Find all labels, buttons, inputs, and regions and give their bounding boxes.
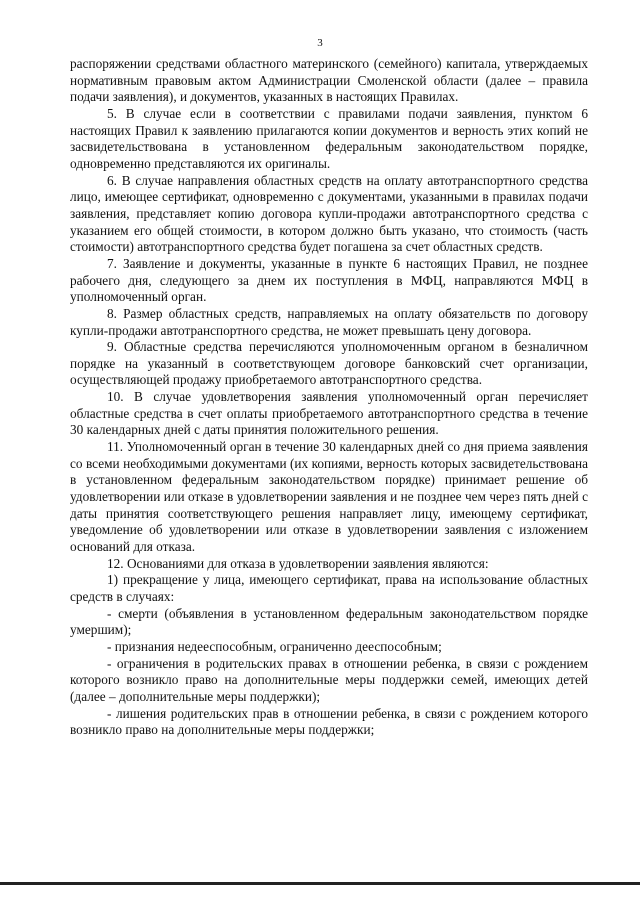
paragraph-item-7: 7. Заявление и документы, указанные в пункте 6 настоящих Правил, не позднее рабочего дня, следующего за днем их поступления в МФЦ, направляются МФЦ в уполномоченный орган.	[70, 255, 588, 305]
list-item-incapacity: - признания недееспособным, ограниченно дееспособным;	[107, 638, 442, 654]
paragraph-item-5: 5. В случае если в соответствии с правилами подачи заявления, пунктом 6 настоящих Правил к заявлению прилагаются копии документов и верность этих копий не засвидетельствована в установленном федеральным законодательством порядке, одновременно представляются их оригиналы.	[70, 105, 588, 171]
paragraph-item-9: 9. Областные средства перечисляются уполномоченным органом в безналичном порядке на указанный в соответствующем договоре банковский счет организации, осуществляющей продажу приобретаемого автотранспортного средства.	[70, 339, 588, 388]
list-item-death: - смерти (объявления в установленном федеральным законодательством порядке умершим);	[70, 605, 588, 638]
list-item-rights-deprivation: - лишения родительских прав в отношении ребенка, в связи с рождением которого возникло право на дополнительные меры поддержки;	[70, 705, 588, 738]
page-number: 3	[317, 37, 323, 49]
paragraph-item-10: 10. В случае удовлетворения заявления уполномоченный орган перечисляет областные средства в счет оплаты приобретаемого автотранспортного средства в течение 30 календарных дней с даты принятия положительного решения.	[70, 389, 588, 438]
subitem-12-1: 1) прекращение у лица, имеющего сертификат, права на использование областных средств в случаях:	[70, 572, 588, 604]
bottom-divider	[0, 882, 640, 885]
paragraph-continuation: распоряжении средствами областного материнского (семейного) капитала, утверждаемых нормативным правовым актом Администрации Смоленской области (далее – правила подачи заявления), и документов, указанных в настоящих Правилах.	[70, 56, 588, 105]
paragraph-item-11: 11. Уполномоченный орган в течение 30 календарных дней со дня приема заявления со всеми необходимыми документами (их копиями, верность которых засвидетельствована в установленном федеральным законодательством порядке) принимает решение об удовлетворении или отказе в удовлетворении заявления и не позднее чем через пять дней с даты принятия соответствующего решения направляет лицу, имеющему сертификат, уведомление об удовлетворении или отказе в удовлетворении заявления с изложением оснований для отказа.	[70, 439, 588, 555]
paragraph-item-8: 8. Размер областных средств, направляемых на оплату обязательств по договору купли-продажи автотранспортного средства, не может превышать цену договора.	[70, 305, 588, 338]
paragraph-item-6: 6. В случае направления областных средств на оплату автотранспортного средства лицо, имеющее сертификат, одновременно с документами, указанными в правилах подачи заявления, представляет копию договора купли-продажи автотранспортного средства с указанием его общей стоимости, в котором должно быть указано, что стоимость (часть стоимости) автотранспортного средства будет погашена за счет областных средств.	[70, 172, 588, 255]
paragraph-item-12: 12. Основаниями для отказа в удовлетворении заявления являются:	[107, 555, 489, 571]
document-body	[70, 56, 588, 739]
list-item-rights-restriction: - ограничения в родительских правах в отношении ребенка, в связи с рождением которого возникло право на дополнительные меры поддержки семей, имеющих детей (далее – дополнительные меры поддержки);	[70, 655, 588, 704]
